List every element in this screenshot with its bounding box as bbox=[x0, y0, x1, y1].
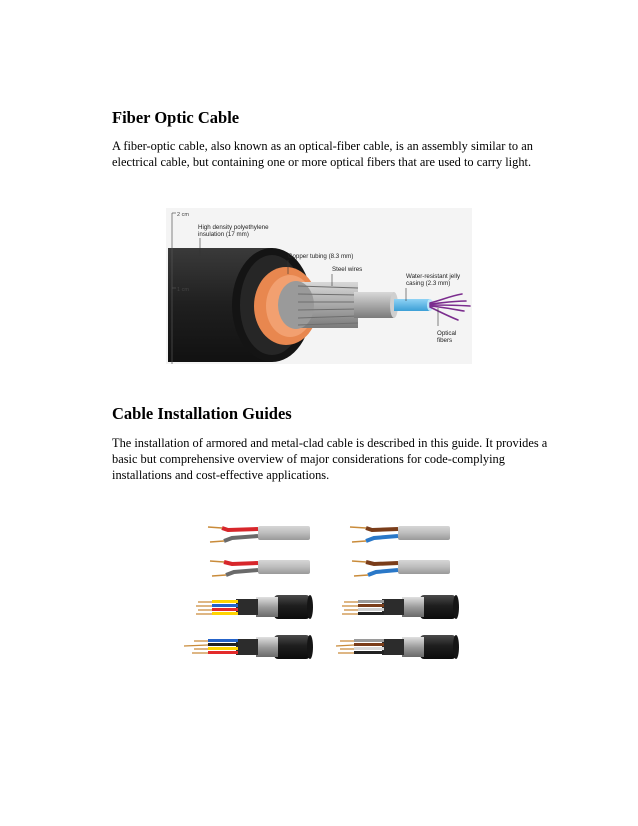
paragraph-line: The installation of armored and metal-clad cable is described in this guide. It provides a bbox=[112, 436, 548, 450]
paragraph-line: electrical cable, but containing one or more optical fibers that are used to carry light. bbox=[112, 155, 532, 169]
copper-tubing-label: Copper tubing (8.3 mm) bbox=[288, 253, 354, 260]
optical-fibers-label: Optical bbox=[437, 330, 457, 337]
armored-cable-sample bbox=[184, 635, 313, 659]
scale-2cm-label: 2 cm bbox=[177, 212, 189, 218]
jelly-casing bbox=[394, 299, 433, 311]
steel-wires-label: Steel wires bbox=[332, 266, 363, 273]
cable-sample bbox=[208, 526, 310, 542]
insulation-label: High density polyethylene bbox=[198, 224, 269, 231]
insulation-label: insulation (17 mm) bbox=[198, 231, 249, 238]
scale-1cm-label: 1 cm bbox=[177, 287, 189, 293]
paragraph-line: basic but comprehensive overview of major considerations for code-complying bbox=[112, 452, 505, 466]
paragraph-line: A fiber-optic cable, also known as an optical-fiber cable, is an assembly similar to an bbox=[112, 139, 533, 153]
paragraph-fiber-optic bbox=[112, 138, 542, 170]
optical-fibers-label: fibers bbox=[437, 337, 453, 344]
section-title-installation: Cable Installation Guides bbox=[112, 404, 292, 423]
armored-cable-sample bbox=[196, 595, 313, 619]
armored-cable-sample bbox=[336, 635, 459, 659]
cable-sample bbox=[350, 526, 450, 542]
paragraph-line: installations and cost-effective applications. bbox=[112, 468, 330, 482]
armored-cable-sample bbox=[342, 595, 459, 619]
paragraph-installation bbox=[112, 435, 548, 483]
fiber-optic-cable-diagram bbox=[166, 208, 472, 364]
jelly-casing-label: Water-resistant jelly bbox=[406, 273, 461, 280]
jelly-casing-label: casing (2.3 mm) bbox=[406, 280, 451, 287]
cable-sample bbox=[210, 560, 310, 576]
cable-samples-image bbox=[176, 518, 466, 668]
section-title-fiber-optic: Fiber Optic Cable bbox=[112, 108, 240, 127]
cable-sample bbox=[352, 560, 450, 576]
